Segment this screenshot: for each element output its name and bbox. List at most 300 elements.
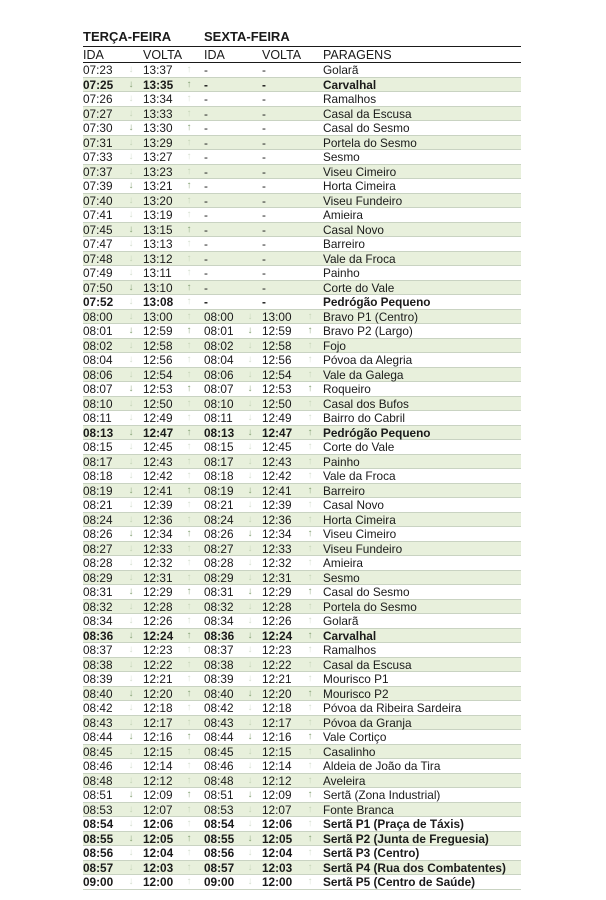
up-arrow-icon: ↑ <box>307 557 313 568</box>
down-arrow-icon: ↓ <box>247 629 253 641</box>
volta-terca-cell: 12:20 <box>143 686 173 701</box>
down-arrow-icon: ↓ <box>247 847 253 858</box>
volta-sexta-cell: - <box>262 237 266 251</box>
up-arrow-icon: ↑ <box>186 673 192 684</box>
down-arrow-icon: ↓ <box>247 339 253 351</box>
volta-sexta-cell: 12:59 <box>262 324 292 338</box>
volta-terca-cell: 12:41 <box>143 483 173 498</box>
down-arrow-icon: ↓ <box>128 296 134 307</box>
table-row <box>83 672 521 687</box>
up-arrow-icon: ↑ <box>186 223 192 235</box>
volta-terca-cell: 13:21 <box>143 179 173 193</box>
ida-terca-cell: 08:24 <box>83 512 113 527</box>
down-arrow-icon: ↓ <box>247 499 253 510</box>
down-arrow-icon: ↓ <box>247 426 253 438</box>
stop-name-cell: Sertã P5 (Centro de Saúde) <box>323 875 476 889</box>
up-arrow-icon: ↑ <box>186 542 192 554</box>
stop-name-cell: Ramalhos <box>323 92 377 106</box>
ida-sexta-cell: - <box>204 63 208 77</box>
stop-name-cell: Sertã P3 (Centro) <box>323 846 420 860</box>
down-arrow-icon: ↓ <box>247 586 253 597</box>
up-arrow-icon: ↑ <box>186 296 192 307</box>
ida-sexta-cell: 08:39 <box>204 672 234 686</box>
ida-sexta-cell: 08:45 <box>204 744 234 759</box>
stop-name-cell: Póvoa da Ribeira Sardeira <box>323 701 462 715</box>
up-arrow-icon: ↑ <box>186 832 192 844</box>
volta-sexta-cell: 12:49 <box>262 411 292 425</box>
volta-sexta-cell: 12:43 <box>262 454 292 469</box>
ida-terca-cell: 07:37 <box>83 164 113 179</box>
stop-name-cell: Sertã P1 (Praça de Táxis) <box>323 817 464 831</box>
table-row <box>83 832 521 847</box>
stop-name-cell: Portela do Sesmo <box>323 599 417 614</box>
ida-terca-cell: 07:23 <box>83 63 113 77</box>
table-row <box>83 78 521 93</box>
down-arrow-icon: ↓ <box>128 455 134 467</box>
ida-terca-cell: 08:00 <box>83 309 113 324</box>
volta-sexta-cell: 12:06 <box>262 817 293 831</box>
up-arrow-icon: ↑ <box>307 774 313 786</box>
down-arrow-icon: ↓ <box>247 745 253 757</box>
volta-sexta-cell: - <box>262 266 266 280</box>
ida-terca-cell: 08:51 <box>83 788 113 802</box>
column-headers <box>83 46 521 63</box>
up-arrow-icon: ↑ <box>186 615 192 626</box>
stop-name-cell: Casal do Sesmo <box>323 585 410 599</box>
ida-terca-cell: 08:57 <box>83 860 114 875</box>
volta-terca-cell: 12:36 <box>143 512 173 527</box>
ida-terca-cell: 08:48 <box>83 773 113 788</box>
volta-sexta-cell: 12:17 <box>262 715 292 730</box>
volta-terca-cell: 12:05 <box>143 831 174 846</box>
volta-sexta-cell: 12:21 <box>262 672 292 686</box>
table-row <box>83 513 521 528</box>
ida-terca-cell: 08:40 <box>83 686 113 701</box>
ida-sexta-cell: - <box>204 121 208 135</box>
down-arrow-icon: ↓ <box>128 513 134 525</box>
ida-sexta-cell: 08:31 <box>204 585 234 599</box>
ida-terca-cell: 08:31 <box>83 585 113 599</box>
ida-sexta-cell: 08:11 <box>204 411 233 425</box>
up-arrow-icon: ↑ <box>186 484 192 496</box>
up-arrow-icon: ↑ <box>186 339 192 351</box>
up-arrow-icon: ↑ <box>186 702 192 713</box>
down-arrow-icon: ↓ <box>247 368 253 380</box>
up-arrow-icon: ↑ <box>186 64 192 75</box>
table-row <box>83 585 521 600</box>
up-arrow-icon: ↑ <box>307 310 313 322</box>
volta-terca-cell: 13:37 <box>143 63 173 77</box>
table-row <box>83 745 521 760</box>
ida-sexta-cell: - <box>204 77 208 92</box>
table-row <box>83 542 521 557</box>
volta-sexta-cell: 12:04 <box>262 846 293 860</box>
volta-sexta-cell: 12:14 <box>262 759 292 773</box>
down-arrow-icon: ↓ <box>128 107 134 119</box>
header-paragens: PARAGENS <box>323 48 392 62</box>
table-row <box>83 600 521 615</box>
stop-name-cell: Vale da Froca <box>323 469 396 483</box>
ida-sexta-cell: - <box>204 92 208 106</box>
stop-name-cell: Portela do Sesmo <box>323 135 417 150</box>
stop-name-cell: Bairro do Cabril <box>323 411 405 425</box>
up-arrow-icon: ↑ <box>307 368 313 380</box>
up-arrow-icon: ↑ <box>186 745 192 757</box>
table-row <box>83 121 521 136</box>
volta-sexta-cell: 12:12 <box>262 773 292 788</box>
volta-terca-cell: 13:00 <box>143 309 173 324</box>
ida-terca-cell: 08:29 <box>83 570 113 585</box>
table-row <box>83 498 521 513</box>
ida-terca-cell: 07:26 <box>83 92 113 106</box>
ida-terca-cell: 08:27 <box>83 541 113 556</box>
up-arrow-icon: ↑ <box>307 412 313 423</box>
down-arrow-icon: ↓ <box>247 600 253 612</box>
volta-sexta-cell: 12:05 <box>262 831 293 846</box>
table-row <box>83 643 521 658</box>
header-ida-sexta: IDA <box>204 48 225 62</box>
volta-sexta-cell: - <box>262 193 266 208</box>
volta-terca-cell: 13:35 <box>143 77 174 92</box>
volta-sexta-cell: 12:41 <box>262 483 292 498</box>
ida-sexta-cell: 08:21 <box>204 498 234 512</box>
volta-terca-cell: 12:33 <box>143 541 173 556</box>
up-arrow-icon: ↑ <box>186 281 192 293</box>
up-arrow-icon: ↑ <box>186 455 192 467</box>
up-arrow-icon: ↑ <box>186 760 192 771</box>
ida-sexta-cell: - <box>204 150 208 164</box>
stop-name-cell: Póvoa da Granja <box>323 715 412 730</box>
volta-terca-cell: 13:29 <box>143 135 173 150</box>
table-row <box>83 759 521 774</box>
down-arrow-icon: ↓ <box>128 484 134 496</box>
table-row <box>83 469 521 484</box>
up-arrow-icon: ↑ <box>307 702 313 713</box>
table-row <box>83 629 521 644</box>
up-arrow-icon: ↑ <box>186 194 192 206</box>
ida-terca-cell: 07:30 <box>83 121 113 135</box>
down-arrow-icon: ↓ <box>128 368 134 380</box>
down-arrow-icon: ↓ <box>247 455 253 467</box>
table-row <box>83 194 521 209</box>
volta-terca-cell: 12:45 <box>143 440 173 454</box>
down-arrow-icon: ↓ <box>247 470 253 481</box>
down-arrow-icon: ↓ <box>128 194 134 206</box>
up-arrow-icon: ↑ <box>307 571 313 583</box>
up-arrow-icon: ↑ <box>307 339 313 351</box>
volta-terca-cell: 13:27 <box>143 150 173 164</box>
volta-terca-cell: 12:09 <box>143 788 173 802</box>
table-row <box>83 846 521 861</box>
down-arrow-icon: ↓ <box>128 731 134 742</box>
volta-sexta-cell: 12:56 <box>262 353 292 367</box>
day-terca: TERÇA-FEIRA <box>83 29 172 44</box>
volta-sexta-cell: 12:34 <box>262 527 292 541</box>
ida-sexta-cell: 08:00 <box>204 309 234 324</box>
down-arrow-icon: ↓ <box>247 818 253 829</box>
up-arrow-icon: ↑ <box>186 151 192 162</box>
down-arrow-icon: ↓ <box>128 165 134 177</box>
ida-terca-cell: 08:07 <box>83 382 113 396</box>
table-row <box>83 208 521 223</box>
ida-sexta-cell: 08:42 <box>204 701 234 715</box>
header-ida-terca: IDA <box>83 48 104 62</box>
up-arrow-icon: ↑ <box>186 586 192 597</box>
ida-sexta-cell: - <box>204 251 208 266</box>
up-arrow-icon: ↑ <box>307 542 313 554</box>
volta-sexta-cell: 12:39 <box>262 498 292 512</box>
down-arrow-icon: ↓ <box>247 702 253 713</box>
volta-terca-cell: 12:04 <box>143 846 174 860</box>
ida-sexta-cell: 08:48 <box>204 773 234 788</box>
up-arrow-icon: ↑ <box>307 629 313 641</box>
ida-sexta-cell: 08:19 <box>204 483 234 498</box>
volta-terca-cell: 13:23 <box>143 164 173 179</box>
down-arrow-icon: ↓ <box>247 542 253 554</box>
ida-terca-cell: 08:38 <box>83 657 113 672</box>
up-arrow-icon: ↑ <box>186 107 192 119</box>
ida-sexta-cell: - <box>204 237 208 251</box>
down-arrow-icon: ↓ <box>128 673 134 684</box>
timetable <box>83 29 521 890</box>
up-arrow-icon: ↑ <box>186 629 192 641</box>
up-arrow-icon: ↑ <box>186 803 192 815</box>
stop-name-cell: Sesmo <box>323 570 360 585</box>
up-arrow-icon: ↑ <box>307 818 313 829</box>
ida-terca-cell: 08:37 <box>83 643 113 657</box>
volta-sexta-cell: 12:33 <box>262 541 292 556</box>
volta-terca-cell: 12:56 <box>143 353 173 367</box>
ida-terca-cell: 08:36 <box>83 628 114 643</box>
up-arrow-icon: ↑ <box>186 470 192 481</box>
ida-terca-cell: 07:50 <box>83 280 113 295</box>
up-arrow-icon: ↑ <box>307 325 313 336</box>
volta-terca-cell: 13:15 <box>143 222 173 237</box>
volta-terca-cell: 12:23 <box>143 643 173 657</box>
up-arrow-icon: ↑ <box>186 557 192 568</box>
up-arrow-icon: ↑ <box>307 644 313 655</box>
stop-name-cell: Horta Cimeira <box>323 512 396 527</box>
down-arrow-icon: ↓ <box>128 528 134 539</box>
down-arrow-icon: ↓ <box>128 412 134 423</box>
volta-terca-cell: 12:07 <box>143 802 173 817</box>
ida-terca-cell: 08:53 <box>83 802 113 817</box>
up-arrow-icon: ↑ <box>307 484 313 496</box>
down-arrow-icon: ↓ <box>247 861 253 873</box>
down-arrow-icon: ↓ <box>128 151 134 162</box>
down-arrow-icon: ↓ <box>247 832 253 844</box>
table-row <box>83 817 521 832</box>
down-arrow-icon: ↓ <box>128 861 134 873</box>
volta-sexta-cell: - <box>262 92 266 106</box>
ida-terca-cell: 08:32 <box>83 599 113 614</box>
down-arrow-icon: ↓ <box>128 281 134 293</box>
down-arrow-icon: ↓ <box>128 238 134 249</box>
down-arrow-icon: ↓ <box>128 760 134 771</box>
volta-sexta-cell: 12:53 <box>262 382 292 396</box>
ida-terca-cell: 08:54 <box>83 817 114 831</box>
stop-name-cell: Viseu Cimeiro <box>323 527 397 541</box>
table-row <box>83 614 521 629</box>
stop-name-cell: Pedrógão Pequeno <box>323 425 431 440</box>
up-arrow-icon: ↑ <box>186 426 192 438</box>
volta-terca-cell: 12:17 <box>143 715 173 730</box>
volta-terca-cell: 12:39 <box>143 498 173 512</box>
up-arrow-icon: ↑ <box>186 165 192 177</box>
table-row <box>83 556 521 571</box>
up-arrow-icon: ↑ <box>186 658 192 670</box>
volta-terca-cell: 12:15 <box>143 744 173 759</box>
volta-sexta-cell: - <box>262 208 266 222</box>
ida-sexta-cell: 09:00 <box>204 875 235 889</box>
volta-sexta-cell: - <box>262 121 266 135</box>
table-row <box>83 484 521 499</box>
down-arrow-icon: ↓ <box>247 731 253 742</box>
down-arrow-icon: ↓ <box>128 310 134 322</box>
up-arrow-icon: ↑ <box>186 209 192 220</box>
down-arrow-icon: ↓ <box>128 789 134 800</box>
volta-sexta-cell: 12:03 <box>262 860 293 875</box>
down-arrow-icon: ↓ <box>128 93 134 104</box>
day-headers <box>83 29 521 46</box>
ida-sexta-cell: 08:13 <box>204 425 235 440</box>
up-arrow-icon: ↑ <box>186 383 192 394</box>
ida-terca-cell: 07:25 <box>83 77 114 92</box>
down-arrow-icon: ↓ <box>247 513 253 525</box>
volta-terca-cell: 12:49 <box>143 411 173 425</box>
volta-terca-cell: 12:00 <box>143 875 174 889</box>
down-arrow-icon: ↓ <box>128 209 134 220</box>
down-arrow-icon: ↓ <box>247 383 253 394</box>
ida-sexta-cell: 08:44 <box>204 730 234 744</box>
up-arrow-icon: ↑ <box>307 455 313 467</box>
table-row <box>83 179 521 194</box>
volta-sexta-cell: - <box>262 63 266 77</box>
table-row <box>83 687 521 702</box>
ida-sexta-cell: - <box>204 295 208 309</box>
up-arrow-icon: ↑ <box>307 513 313 525</box>
up-arrow-icon: ↑ <box>186 716 192 728</box>
volta-sexta-cell: 12:26 <box>262 614 292 628</box>
up-arrow-icon: ↑ <box>186 397 192 409</box>
down-arrow-icon: ↓ <box>128 571 134 583</box>
volta-terca-cell: 12:26 <box>143 614 173 628</box>
table-row <box>83 803 521 818</box>
volta-terca-cell: 12:50 <box>143 396 173 411</box>
down-arrow-icon: ↓ <box>128 557 134 568</box>
ida-sexta-cell: 08:56 <box>204 846 235 860</box>
up-arrow-icon: ↑ <box>307 687 313 699</box>
up-arrow-icon: ↑ <box>186 180 192 191</box>
table-row <box>83 455 521 470</box>
volta-terca-cell: 12:22 <box>143 657 173 672</box>
ida-sexta-cell: 08:38 <box>204 657 234 672</box>
down-arrow-icon: ↓ <box>128 78 134 90</box>
volta-terca-cell: 12:24 <box>143 628 174 643</box>
stop-name-cell: Roqueiro <box>323 382 371 396</box>
ida-terca-cell: 08:02 <box>83 338 113 353</box>
stop-name-cell: Carvalhal <box>323 628 377 643</box>
ida-terca-cell: 08:18 <box>83 469 113 483</box>
up-arrow-icon: ↑ <box>186 325 192 336</box>
ida-sexta-cell: 08:01 <box>204 324 234 338</box>
ida-sexta-cell: 08:34 <box>204 614 234 628</box>
volta-sexta-cell: 12:29 <box>262 585 292 599</box>
down-arrow-icon: ↓ <box>128 658 134 670</box>
down-arrow-icon: ↓ <box>128 252 134 264</box>
down-arrow-icon: ↓ <box>247 441 253 452</box>
volta-terca-cell: 13:12 <box>143 251 173 266</box>
stop-name-cell: Carvalhal <box>323 77 377 92</box>
volta-sexta-cell: 12:42 <box>262 469 292 483</box>
stop-name-cell: Casal dos Bufos <box>323 396 409 411</box>
up-arrow-icon: ↑ <box>307 426 313 438</box>
ida-sexta-cell: 08:37 <box>204 643 234 657</box>
volta-terca-cell: 12:18 <box>143 701 173 715</box>
stop-name-cell: Casal Novo <box>323 498 384 512</box>
stop-name-cell: Mourisco P2 <box>323 686 389 701</box>
stop-name-cell: Casalinho <box>323 744 376 759</box>
ida-sexta-cell: - <box>204 135 208 150</box>
up-arrow-icon: ↑ <box>307 731 313 742</box>
down-arrow-icon: ↓ <box>128 122 134 133</box>
stop-name-cell: Bravo P2 (Largo) <box>323 324 413 338</box>
table-row <box>83 136 521 151</box>
table-row <box>83 92 521 107</box>
volta-sexta-cell: 12:31 <box>262 570 292 585</box>
down-arrow-icon: ↓ <box>247 774 253 786</box>
volta-sexta-cell: 12:58 <box>262 338 292 353</box>
ida-sexta-cell: 08:57 <box>204 860 235 875</box>
down-arrow-icon: ↓ <box>247 789 253 800</box>
ida-sexta-cell: 08:27 <box>204 541 234 556</box>
up-arrow-icon: ↑ <box>186 267 192 278</box>
up-arrow-icon: ↑ <box>307 876 313 887</box>
down-arrow-icon: ↓ <box>247 673 253 684</box>
volta-sexta-cell: - <box>262 222 266 237</box>
volta-terca-cell: 12:12 <box>143 773 173 788</box>
ida-terca-cell: 07:41 <box>83 208 113 222</box>
volta-sexta-cell: - <box>262 251 266 266</box>
stop-name-cell: Ramalhos <box>323 643 377 657</box>
ida-sexta-cell: 08:53 <box>204 802 234 817</box>
down-arrow-icon: ↓ <box>128 397 134 409</box>
down-arrow-icon: ↓ <box>247 803 253 815</box>
header-volta-sexta: VOLTA <box>262 48 302 62</box>
up-arrow-icon: ↑ <box>186 412 192 423</box>
stop-name-cell: Vale da Froca <box>323 251 396 266</box>
down-arrow-icon: ↓ <box>247 571 253 583</box>
ida-sexta-cell: 08:26 <box>204 527 234 541</box>
volta-sexta-cell: - <box>262 179 266 193</box>
up-arrow-icon: ↑ <box>307 499 313 510</box>
up-arrow-icon: ↑ <box>307 789 313 800</box>
table-row <box>83 527 521 542</box>
volta-terca-cell: 12:42 <box>143 469 173 483</box>
ida-sexta-cell: - <box>204 179 208 193</box>
volta-sexta-cell: 12:45 <box>262 440 292 454</box>
ida-sexta-cell: 08:36 <box>204 628 235 643</box>
volta-sexta-cell: - <box>262 77 266 92</box>
volta-terca-cell: 12:34 <box>143 527 173 541</box>
up-arrow-icon: ↑ <box>186 861 192 873</box>
volta-sexta-cell: - <box>262 106 266 121</box>
up-arrow-icon: ↑ <box>307 847 313 858</box>
volta-terca-cell: 13:34 <box>143 92 173 106</box>
down-arrow-icon: ↓ <box>128 426 134 438</box>
stop-name-cell: Casal Novo <box>323 222 384 237</box>
ida-sexta-cell: 08:55 <box>204 831 235 846</box>
